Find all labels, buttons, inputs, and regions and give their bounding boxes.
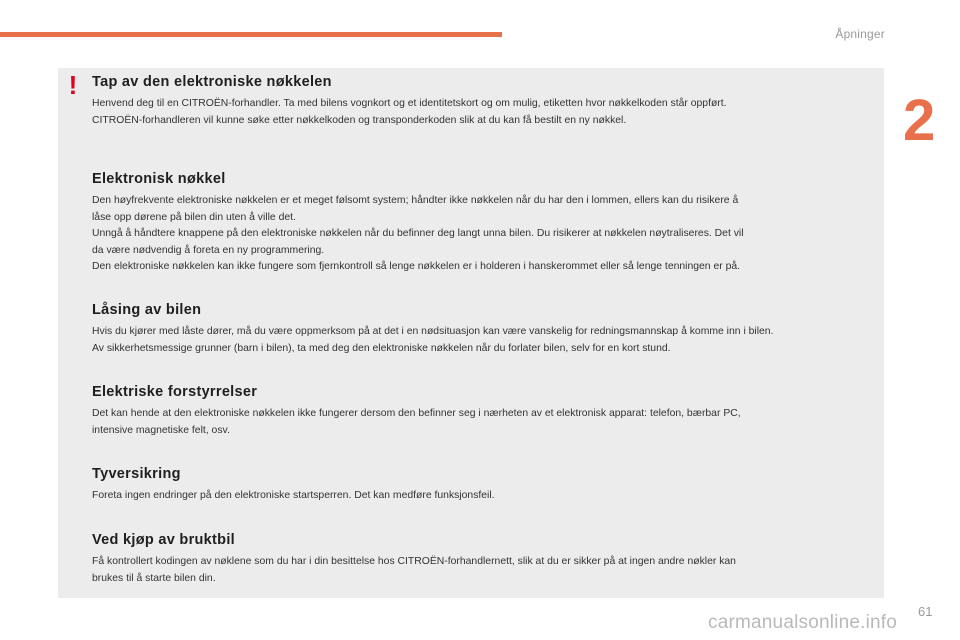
- section-lasing-av-bilen: [92, 302, 872, 357]
- section-line: Foreta ingen endringer på den elektroniske startsperren. Det kan medføre funksjonsfeil.: [92, 490, 495, 501]
- section-line: Få kontrollert kodingen av nøklene som du har i din besittelse hos CITROËN-forhandlernett, slik at du er sikker på at ingen andre nøkler kan: [92, 556, 736, 567]
- warning-section: [92, 74, 872, 129]
- warning-title: Tap av den elektroniske nøkkelen: [92, 74, 332, 90]
- section-title: Elektriske forstyrrelser: [92, 384, 258, 400]
- exclamation-icon: !: [68, 70, 78, 100]
- section-line: brukes til å starte bilen din.: [92, 572, 216, 584]
- section-text: [92, 324, 872, 357]
- section-title: Elektronisk nøkkel: [92, 171, 226, 187]
- section-line: Unngå å håndtere knappene på den elektroniske nøkkelen når du befinner deg langt unna bilen. Du risikerer at nøkkelen nøytraliseres. Det vil: [92, 228, 744, 240]
- section-line: låse opp dørene på bilen din uten å ville det.: [92, 211, 296, 223]
- footer-watermark: carmanualsonline.info: [708, 612, 898, 633]
- section-line: Det kan hende at den elektroniske nøkkelen ikke fungerer dersom den befinner seg i nærheten av et elektronisk apparat: telefon, bærbar PC,: [92, 408, 741, 419]
- header-title: Åpninger: [835, 27, 885, 41]
- section-title: Tyversikring: [92, 466, 181, 482]
- warning-line: CITROËN-forhandleren vil kunne søke etter nøkkelkoden og transponderkoden slik at du kan få bestilt en ny nøkkel.: [92, 114, 627, 126]
- warning-line: Henvend deg til en CITROËN-forhandler. Ta med bilens vognkort og et identitetskort og om mulig, etiketten hvor nøkkelkoden står oppført.: [92, 98, 727, 109]
- section-text: [92, 193, 872, 276]
- section-title: Låsing av bilen: [92, 302, 202, 318]
- section-elektronisk-nokkel: [92, 171, 872, 276]
- warning-text: [92, 96, 872, 129]
- section-line: intensive magnetiske felt, osv.: [92, 424, 230, 436]
- accent-bar: [0, 32, 502, 37]
- section-text: [92, 554, 872, 587]
- section-elektriske-forstyrrelser: [92, 384, 872, 439]
- section-line: Den høyfrekvente elektroniske nøkkelen er et meget følsomt system; håndter ikke nøkkelen når du har den i lommen, ellers kan du risikere å: [92, 195, 739, 206]
- chapter-number: 2: [903, 88, 936, 153]
- section-ved-kjop-av-bruktbil: [92, 532, 872, 587]
- section-line: da være nødvendig å foreta en ny programmering.: [92, 244, 325, 256]
- section-title: Ved kjøp av bruktbil: [92, 532, 235, 548]
- section-line: Hvis du kjører med låste dører, må du være oppmerksom på at det i en nødsituasjon kan være vanskelig for redningsmannskap å komme inn i bilen.: [92, 326, 774, 337]
- section-text: [92, 488, 872, 505]
- section-line: Den elektroniske nøkkelen kan ikke fungere som fjernkontroll så lenge nøkkelen er i holderen i hanskerommet eller så lenge tenningen er på.: [92, 261, 741, 273]
- section-text: [92, 406, 872, 439]
- page-number: 61: [918, 604, 933, 619]
- section-line: Av sikkerhetsmessige grunner (barn i bilen), ta med deg den elektroniske nøkkelen når du forlater bilen, selv for en kort stund.: [92, 342, 671, 354]
- section-tyversikring: [92, 466, 872, 505]
